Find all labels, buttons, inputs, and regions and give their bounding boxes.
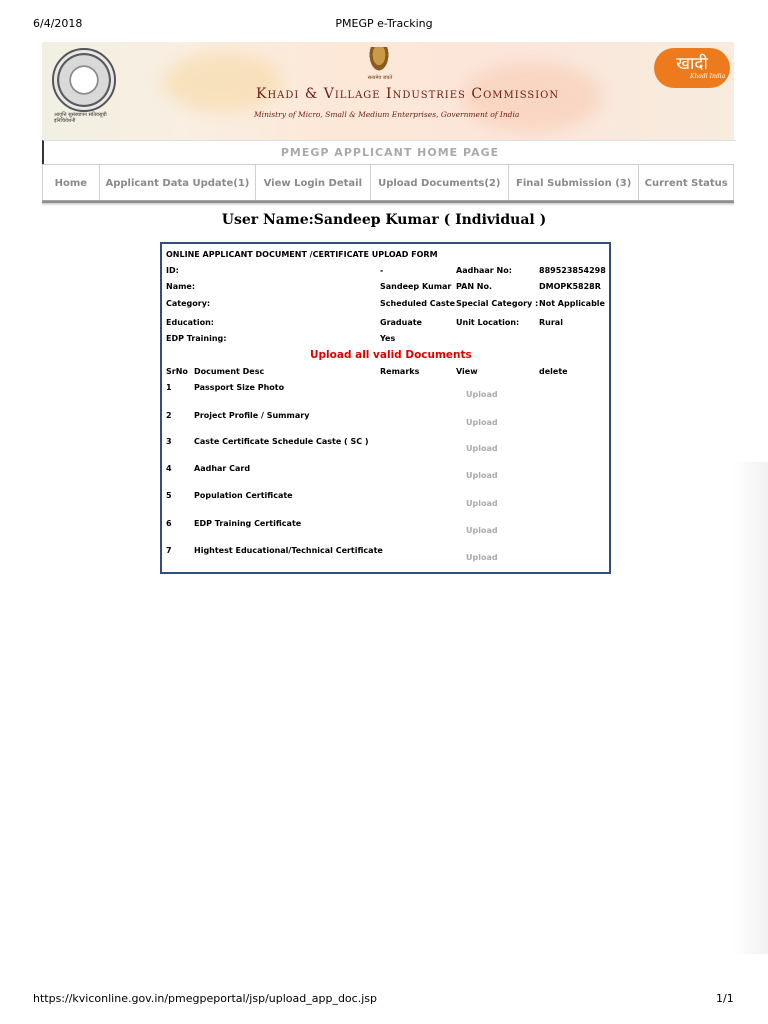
edp-training-value: Yes <box>380 334 396 343</box>
kvic-seal-logo <box>52 48 116 112</box>
upload-button[interactable]: Upload <box>466 444 498 453</box>
name-label: Name: <box>166 282 196 291</box>
nav-view-login-detail[interactable]: View Login Detail <box>256 165 371 201</box>
doc-desc: Hightest Educational/Technical Certificate <box>194 546 383 555</box>
seal-caption: आवृत्ति सुसंस्थापन सतिवसूची इनिचियेशनी <box>54 112 107 124</box>
doc-desc: Aadhar Card <box>194 464 251 473</box>
home-page-bar <box>42 140 736 165</box>
doc-desc: EDP Training Certificate <box>194 519 302 528</box>
doc-desc: Passport Size Photo <box>194 383 285 392</box>
nav-applicant-data-update[interactable]: Applicant Data Update(1) <box>100 165 256 201</box>
pan-value: DMOPK5828R <box>539 282 601 291</box>
education-label: Education: <box>166 318 214 327</box>
document-upload-form <box>160 242 611 574</box>
khadi-india-logo <box>654 48 730 88</box>
khadi-logo-text: खादी <box>676 54 708 74</box>
header-document-desc: Document Desc <box>194 367 265 376</box>
user-name-heading: User Name:Sandeep Kumar ( Individual ) <box>221 212 547 228</box>
print-page-number: 1/1 <box>716 992 734 1005</box>
doc-srno: 3 <box>166 437 172 446</box>
aadhaar-label: Aadhaar No: <box>456 266 512 275</box>
home-page-title: PMEGP APPLICANT HOME PAGE <box>280 146 500 159</box>
edp-training-label: EDP Training: <box>166 334 227 343</box>
id-label: ID: <box>166 266 179 275</box>
doc-srno: 7 <box>166 546 172 555</box>
doc-srno: 2 <box>166 411 172 420</box>
form-title: ONLINE APPLICANT DOCUMENT /CERTIFICATE UPLOAD FORM <box>166 250 438 259</box>
upload-button[interactable]: Upload <box>466 471 498 480</box>
education-value: Graduate <box>380 318 422 327</box>
upload-button[interactable]: Upload <box>466 553 498 562</box>
main-nav <box>42 164 734 203</box>
upload-button[interactable]: Upload <box>466 390 498 399</box>
doc-desc: Caste Certificate Schedule Caste ( SC ) <box>194 437 369 446</box>
kvic-banner <box>42 42 734 140</box>
national-emblem-icon <box>368 47 390 73</box>
doc-srno: 6 <box>166 519 172 528</box>
kvic-subtitle: Ministry of Micro, Small & Medium Enterprises, Government of India <box>254 110 520 119</box>
name-value: Sandeep Kumar <box>380 282 452 291</box>
aadhaar-value: 889523854298 <box>539 266 606 275</box>
special-category-value: Not Applicable <box>539 299 605 308</box>
category-value: Scheduled Caste <box>380 299 456 308</box>
page-scrollbar[interactable] <box>733 462 768 954</box>
nav-upload-documents[interactable]: Upload Documents(2) <box>371 165 509 201</box>
emblem-caption: सत्यमेव जयते <box>367 75 393 81</box>
doc-srno: 5 <box>166 491 172 500</box>
upload-button[interactable]: Upload <box>466 526 498 535</box>
header-delete: delete <box>539 367 568 376</box>
special-category-label: Special Category : <box>456 299 539 308</box>
unit-location-value: Rural <box>539 318 563 327</box>
header-srno: SrNo <box>166 367 188 376</box>
nav-shadow <box>42 200 734 206</box>
print-page-title: PMEGP e-Tracking <box>335 17 433 30</box>
pan-label: PAN No. <box>456 282 493 291</box>
id-value: - <box>380 266 384 275</box>
nav-current-status[interactable]: Current Status <box>639 165 734 201</box>
category-label: Category: <box>166 299 211 308</box>
print-date: 6/4/2018 <box>33 17 83 30</box>
header-remarks: Remarks <box>380 367 420 376</box>
nav-final-submission[interactable]: Final Submission (3) <box>509 165 639 201</box>
upload-button[interactable]: Upload <box>466 499 498 508</box>
doc-desc: Project Profile / Summary <box>194 411 310 420</box>
doc-srno: 1 <box>166 383 172 392</box>
header-view: View <box>456 367 478 376</box>
doc-srno: 4 <box>166 464 172 473</box>
khadi-logo-subtext: Khadi India <box>690 73 726 80</box>
print-url: https://kviconline.gov.in/pmegpeportal/jsp/upload_app_doc.jsp <box>33 992 377 1005</box>
upload-button[interactable]: Upload <box>466 418 498 427</box>
unit-location-label: Unit Location: <box>456 318 520 327</box>
doc-desc: Population Certificate <box>194 491 293 500</box>
nav-home[interactable]: Home <box>42 165 100 201</box>
upload-notice: Upload all valid Documents <box>310 349 472 361</box>
kvic-title: Khadi & Village Industries Commission <box>256 86 560 102</box>
